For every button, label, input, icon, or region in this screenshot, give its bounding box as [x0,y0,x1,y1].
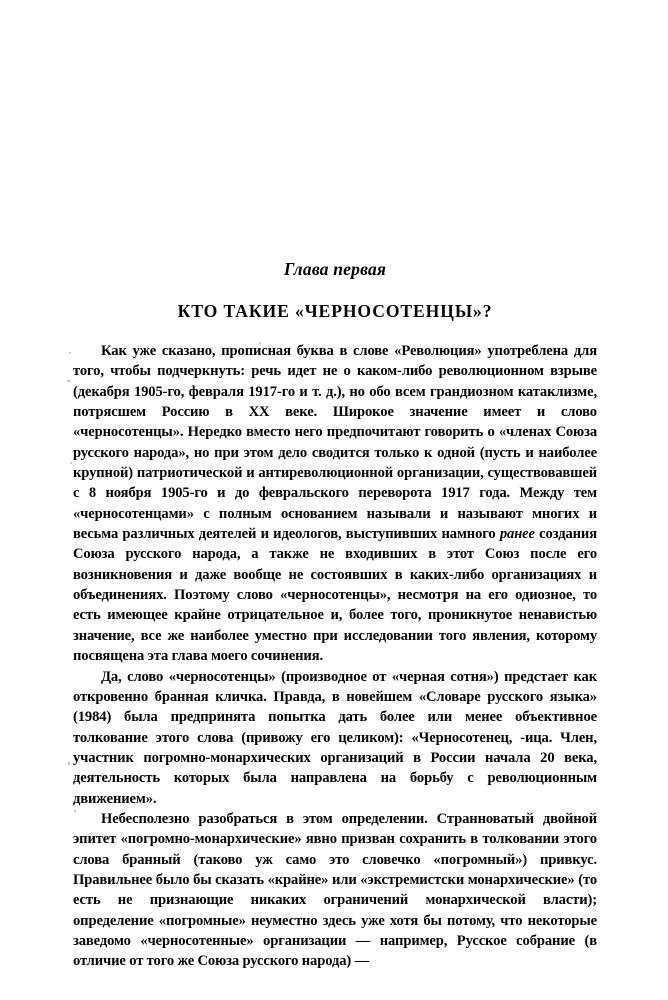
paragraph-1-text-a: Как уже сказано, прописная буква в слове «Революция» употреблена для того, чтобы подчеркнуть: речь идет не о каком-либо революционном взрыве (декабря 1905-го, февраля 1917-го и т. д.), но обо всем грандиозном катаклизме, потрясшем Россию в XX веке. Широкое значение имеет и слово «черносотенцы». Нередко вместо него предпочитают говорить о «членах Союза русского народа», но при этом дело сводится только к одной (пусть и наиболее крупной) патриотической и антиреволюционной организации, существовавшей с 8 ноября 1905-го и до февральского переворота 1917 года. Между тем «черносотенцами» с полным основанием называли и называют многих и весьма различных деятелей и идеологов, выступивших намного [73,343,597,543]
paragraph-1 [73,341,597,667]
chapter-title: КТО ТАКИЕ «ЧЕРНОСОТЕНЦЫ»? [177,301,493,321]
chapter-label: Глава первая [283,259,387,279]
paragraph-3: Небесполезно разобраться в этом определении. Странноватый двойной эпитет «погромно-монархические» явно призван сохранить в толковании этого слова бранный (таково уж само это словечко «погромный») привкус. Правильнее было бы сказать «крайне» или «экстремистски монархические» (то есть не признающие никаких ограничений монархической власти); определение «погромные» неуместно здесь уже хотя бы потому, что некоторые заведомо «черносотенные» организации — например, Русское собрание (в отличие от того же Союза русского народа) — [73,810,597,970]
scan-speckle [70,462,72,464]
paragraph-1-text-b: создания Союза русского народа, а также не входивших в этот Союз после его возникновения и даже вообще не состоявших в каких-либо организациях и объединениях. Поэтому слово «черносотенцы», несмотря на его одиозное, то есть имеющее крайне отрицательное и, более того, проникнутое ненавистью значение, все же наиболее уместно при исследовании того явления, которому посвящена эта глава моего сочинения. [73,526,597,665]
scan-speckle [69,352,71,354]
paragraph-1-emphasis: ранее [499,526,535,543]
body-text [73,341,597,972]
scan-speckle [68,762,70,765]
scan-speckle [67,380,70,382]
paragraph-2: Да, слово «черносотенцы» (производное от «черная сотня») предстает как откровенно бранная кличка. Правда, в новейшем «Словаре русского языка» (1984) была предпринята попытка дать более или менее объективное толкование этого слова (привожу его целиком): «Черносотенец, -ица. Член, участник погромно-монархических организаций в России начала 20 века, деятельность которых была направлена на борьбу с революционным движением». [73,668,597,807]
